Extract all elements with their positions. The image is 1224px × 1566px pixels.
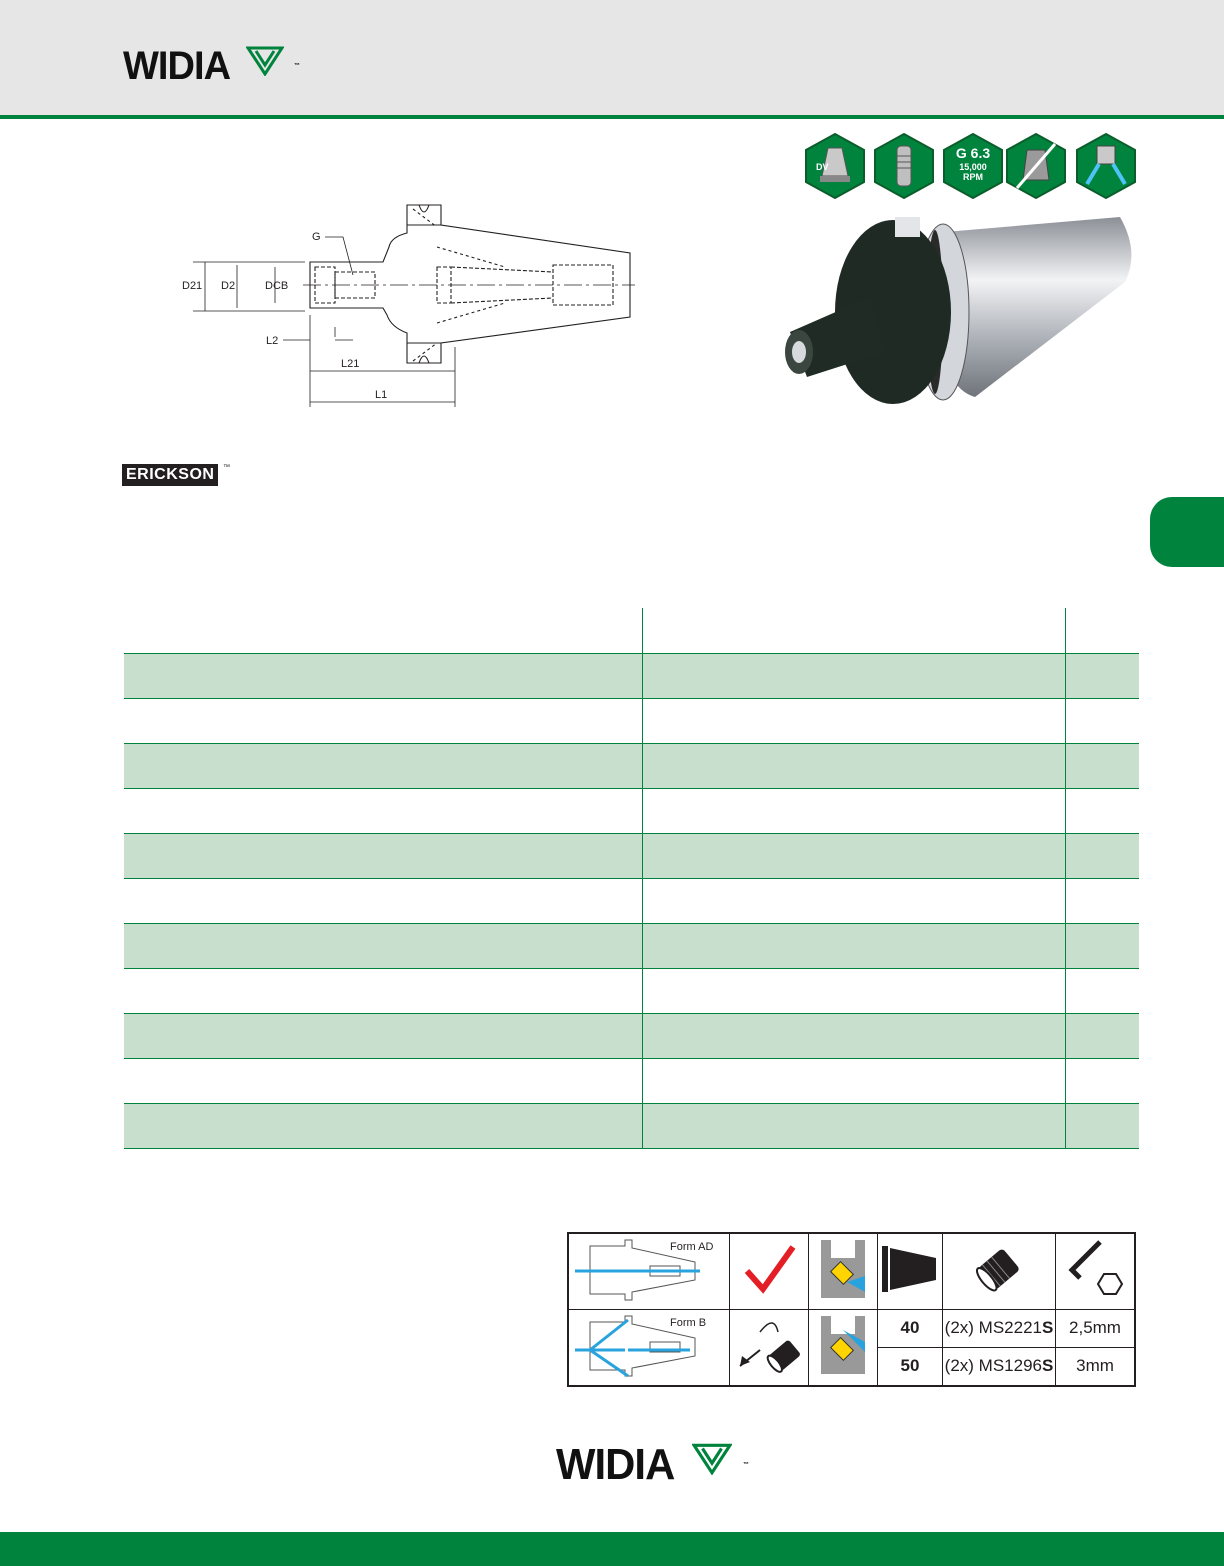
table-cell: [1066, 1104, 1140, 1149]
table-cell: [1066, 654, 1140, 699]
table-cell: [643, 1104, 1066, 1149]
form-b-label: Form B: [670, 1317, 707, 1329]
erickson-trademark: ™: [223, 464, 230, 471]
form-ad-cell: [568, 1233, 730, 1310]
coolant-through-icon: [1075, 132, 1137, 200]
dv-flange-icon: [804, 132, 866, 200]
table-row: [124, 834, 1139, 879]
table-row: [124, 924, 1139, 969]
checkmark-cell: [730, 1233, 809, 1310]
table-row: [124, 1104, 1139, 1149]
label-g: G: [312, 231, 321, 243]
seal-cell: [809, 1233, 878, 1310]
table-cell: [124, 1014, 643, 1059]
table-cell: [1066, 834, 1140, 879]
table-cell: [124, 1059, 643, 1104]
table-cell: [643, 654, 1066, 699]
feature-icons: [800, 132, 1140, 202]
table-cell: [1066, 1014, 1140, 1059]
label-d2: D2: [221, 280, 236, 292]
table-row: [124, 654, 1139, 699]
table-cell: [124, 654, 643, 699]
table-cell: [1066, 744, 1140, 789]
table-cell: [643, 834, 1066, 879]
form-ad-diagram: [570, 1234, 728, 1304]
table-header-row: [124, 608, 1139, 654]
screw-40-code: (2x) MS2221: [944, 1318, 1042, 1338]
screw-50-code: (2x) MS1296: [944, 1356, 1042, 1376]
table-cell: [124, 924, 643, 969]
footer-bar: [0, 1532, 1224, 1566]
screw-removal-icon: [734, 1312, 804, 1378]
table-cell: [643, 1059, 1066, 1104]
screw-cell: [943, 1233, 1056, 1310]
table-cell: [1066, 699, 1140, 744]
taper-cell: [878, 1233, 943, 1310]
form-b-cell: [568, 1310, 730, 1387]
table-row: [124, 879, 1139, 924]
widia-logo: WIDIA ™: [123, 44, 300, 88]
table-row: [124, 744, 1139, 789]
screw-40: [943, 1310, 1056, 1348]
balance-icon: [942, 132, 1004, 200]
table-row: [124, 1014, 1139, 1059]
table-row: [124, 1059, 1139, 1104]
trademark: ™: [743, 1462, 748, 1468]
seal-b-cell: [809, 1310, 878, 1387]
table-cell: [1066, 969, 1140, 1014]
svg-text:G 6.3: G 6.3: [955, 145, 991, 161]
label-dcb: DCB: [265, 280, 289, 292]
key-40: 2,5mm: [1056, 1310, 1136, 1348]
svg-text:15,000: 15,000: [959, 162, 987, 172]
table-cell: [643, 1014, 1066, 1059]
size-50: 50: [878, 1347, 943, 1386]
removal-cell: [730, 1310, 809, 1387]
table-cell: [1066, 924, 1140, 969]
accessories-table: [567, 1232, 1136, 1387]
label-l21: L21: [341, 358, 360, 370]
table-cell: [643, 969, 1066, 1014]
key-50: 3mm: [1056, 1347, 1136, 1386]
header-cell: [643, 608, 1066, 654]
table-row: [124, 969, 1139, 1014]
table-cell: [124, 789, 643, 834]
table-cell: [1066, 789, 1140, 834]
widia-triangle-icon: [246, 46, 284, 76]
form-b-diagram: [570, 1310, 728, 1380]
table-row: [124, 789, 1139, 834]
section-tab[interactable]: [1150, 497, 1224, 567]
seal-b-icon: [813, 1312, 873, 1378]
widia-footer-logo: WIDIA ™: [556, 1440, 748, 1489]
table-cell: [124, 834, 643, 879]
screw-40-suffix: S: [1041, 1318, 1054, 1338]
table-cell: [124, 744, 643, 789]
svg-text:DV: DV: [816, 162, 829, 172]
header-rule: [0, 115, 1224, 119]
table-cell: [124, 699, 643, 744]
form-ad-label: Form AD: [670, 1241, 714, 1253]
table-cell: [643, 744, 1066, 789]
screw-50: [943, 1347, 1056, 1386]
label-l1: L1: [375, 389, 388, 401]
table-cell: [1066, 879, 1140, 924]
label-d21: D21: [182, 280, 203, 292]
label-l2: L2: [266, 335, 279, 347]
header-cell: [1066, 608, 1140, 654]
size-40: 40: [878, 1310, 943, 1348]
no-coolant-icon: [1005, 132, 1067, 200]
table-cell: [643, 924, 1066, 969]
screw-50-suffix: S: [1041, 1356, 1054, 1376]
hex-key-cell: [1056, 1233, 1136, 1310]
screw-icon: [969, 1241, 1029, 1297]
widia-triangle-icon: [692, 1443, 732, 1475]
header-cell: [124, 608, 643, 654]
retention-knob-icon: [873, 132, 935, 200]
taper-icon: [880, 1244, 940, 1294]
trademark: ™: [294, 63, 300, 69]
table-cell: [643, 789, 1066, 834]
table-cell: [124, 879, 643, 924]
table-row: [124, 699, 1139, 744]
technical-drawing: [175, 197, 645, 412]
seal-icon: [813, 1236, 873, 1302]
table-cell: [643, 699, 1066, 744]
erickson-logo: ERICKSON: [122, 464, 218, 486]
spec-table: [124, 608, 1139, 1149]
table-cell: [124, 969, 643, 1014]
product-photo: [775, 212, 1145, 417]
table-cell: [1066, 1059, 1140, 1104]
table-cell: [643, 879, 1066, 924]
checkmark-icon: [739, 1239, 799, 1299]
table-cell: [124, 1104, 643, 1149]
svg-text:RPM: RPM: [963, 172, 983, 182]
hex-key-icon: [1060, 1236, 1130, 1302]
